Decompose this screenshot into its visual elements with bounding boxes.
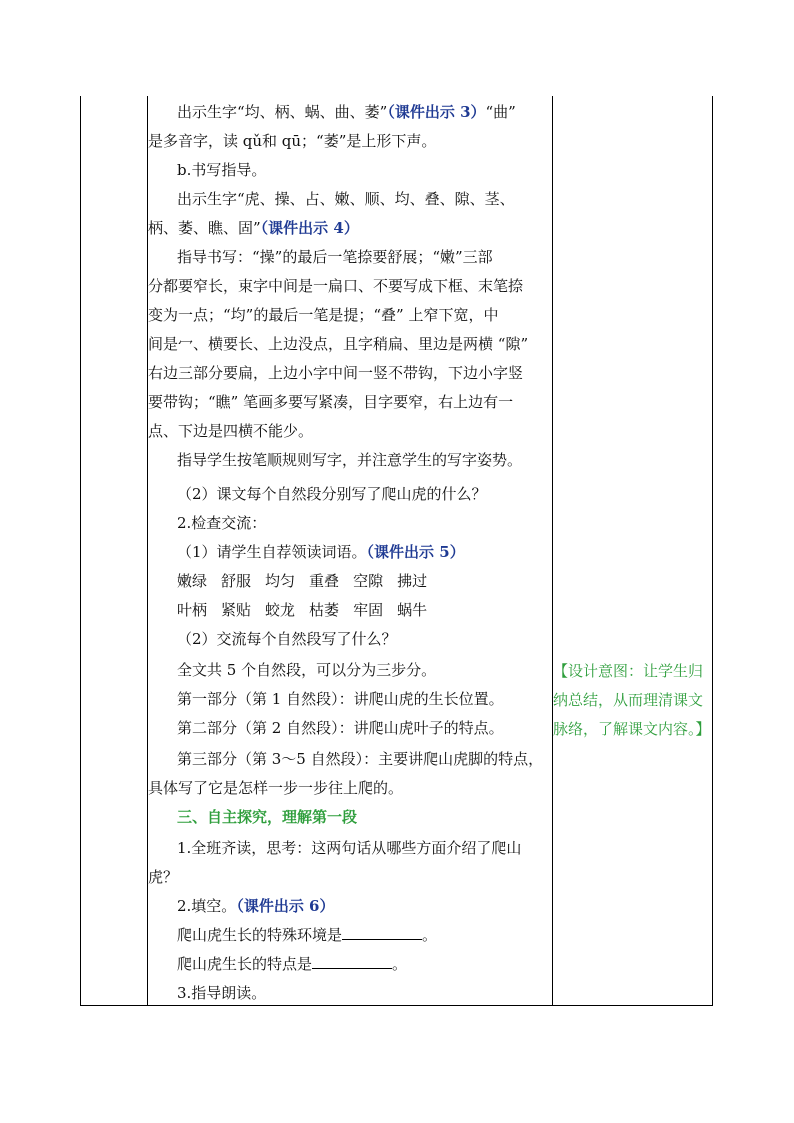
text-line: 具体写了它是怎样一步一步往上爬的。 <box>148 779 404 797</box>
text-line: 指导学生按笔顺规则写字，并注意学生的写字姿势。 <box>177 451 523 469</box>
column-divider <box>552 96 553 1006</box>
vocab-word: 紧贴 <box>221 601 252 619</box>
table-border-left <box>80 96 81 1006</box>
vocab-word: 叶柄 <box>177 601 208 619</box>
vocab-word: 均匀 <box>265 572 296 590</box>
section-heading: 三、自主探究，理解第一段 <box>177 808 358 826</box>
fill-blank-line: 爬山虎生长的特点是 。 <box>177 950 407 979</box>
vocab-word: 枯萎 <box>309 601 340 619</box>
table-border-right <box>712 96 713 1006</box>
text-line: 2.检查交流： <box>177 514 267 532</box>
teaching-content <box>148 96 551 1006</box>
design-note-line: 纳总结，从而理清课文 <box>553 691 704 709</box>
text-line: 指导书写：“操”的最后一笔捺要舒展；“嫩”三部 <box>177 248 493 266</box>
text-line: 3.指导朗读。 <box>177 984 267 1002</box>
text-line: 第一部分（第 1 自然段）：讲爬山虎的生长位置。 <box>177 690 504 708</box>
vocab-word: 拂过 <box>397 572 428 590</box>
vocab-word: 舒服 <box>221 572 252 590</box>
text-line: （2）课文每个自然段分别写了爬山虎的什么？ <box>177 485 487 503</box>
text-line: 是多音字，读 qǔ和 qū；“萎”是上形下声。 <box>148 132 437 150</box>
vocab-word: 牢固 <box>353 601 384 619</box>
text-line: 第三部分（第 3～5 自然段）：主要讲爬山虎脚的特点， <box>177 750 544 768</box>
text-line: 出示生字“虎、操、占、嫩、顺、均、叠、隙、茎、 <box>177 190 515 208</box>
vocab-row <box>177 596 441 625</box>
text-line: 虎？ <box>148 868 179 886</box>
text-line: （1）请学生自荐领读词语。（课件出示 5） <box>177 543 465 561</box>
text-line: （2）交流每个自然段写了什么？ <box>177 630 397 648</box>
vocab-word: 蛟龙 <box>265 601 296 619</box>
design-note-line: 脉络，了解课文内容。】 <box>553 720 711 738</box>
text-line: 2.填空。（课件出示 6） <box>177 897 335 915</box>
vocab-word: 空隙 <box>353 572 384 590</box>
text-line: 柄、萎、瞧、固”（课件出示 4） <box>148 219 359 237</box>
text-line: 出示生字“均、柄、蜗、曲、萎”（课件出示 3）“曲” <box>177 103 516 121</box>
text-line: 点、下边是四横不能少。 <box>148 422 314 440</box>
text-line: 要带钩；“瞧” 笔画多要写紧凑，目字要窄，右上边有一 <box>148 393 514 411</box>
text-line: 右边三部分要扁，上边小字中间一竖不带钩，下边小字竖 <box>148 364 524 382</box>
vocab-row <box>177 567 441 596</box>
answer-blank <box>312 950 392 969</box>
vocab-word: 蜗牛 <box>397 601 428 619</box>
text-line: 变为一点；“均”的最后一笔是提；“叠” 上窄下宽，中 <box>148 306 499 324</box>
answer-blank <box>342 921 422 940</box>
vocab-word: 嫩绿 <box>177 572 208 590</box>
fill-blank-line: 爬山虎生长的特殊环境是 。 <box>177 921 437 950</box>
text-line: 第二部分（第 2 自然段）：讲爬山虎叶子的特点。 <box>177 719 504 737</box>
text-line: b.书写指导。 <box>177 161 267 179</box>
text-line: 全文共 5 个自然段，可以分为三步分。 <box>177 661 437 679</box>
design-note <box>553 657 713 744</box>
design-note-line: 【设计意图：让学生归 <box>553 662 704 680</box>
vocab-word: 重叠 <box>309 572 340 590</box>
text-line: 间是冖、横要长、上边没点，且字稍扁、里边是两横 “隙” <box>148 335 529 353</box>
text-line: 分都要窄长，束字中间是一扁口、不要写成下框、末笔捺 <box>148 277 524 295</box>
text-line: 1.全班齐读，思考：这两句话从哪些方面介绍了爬山 <box>177 839 522 857</box>
